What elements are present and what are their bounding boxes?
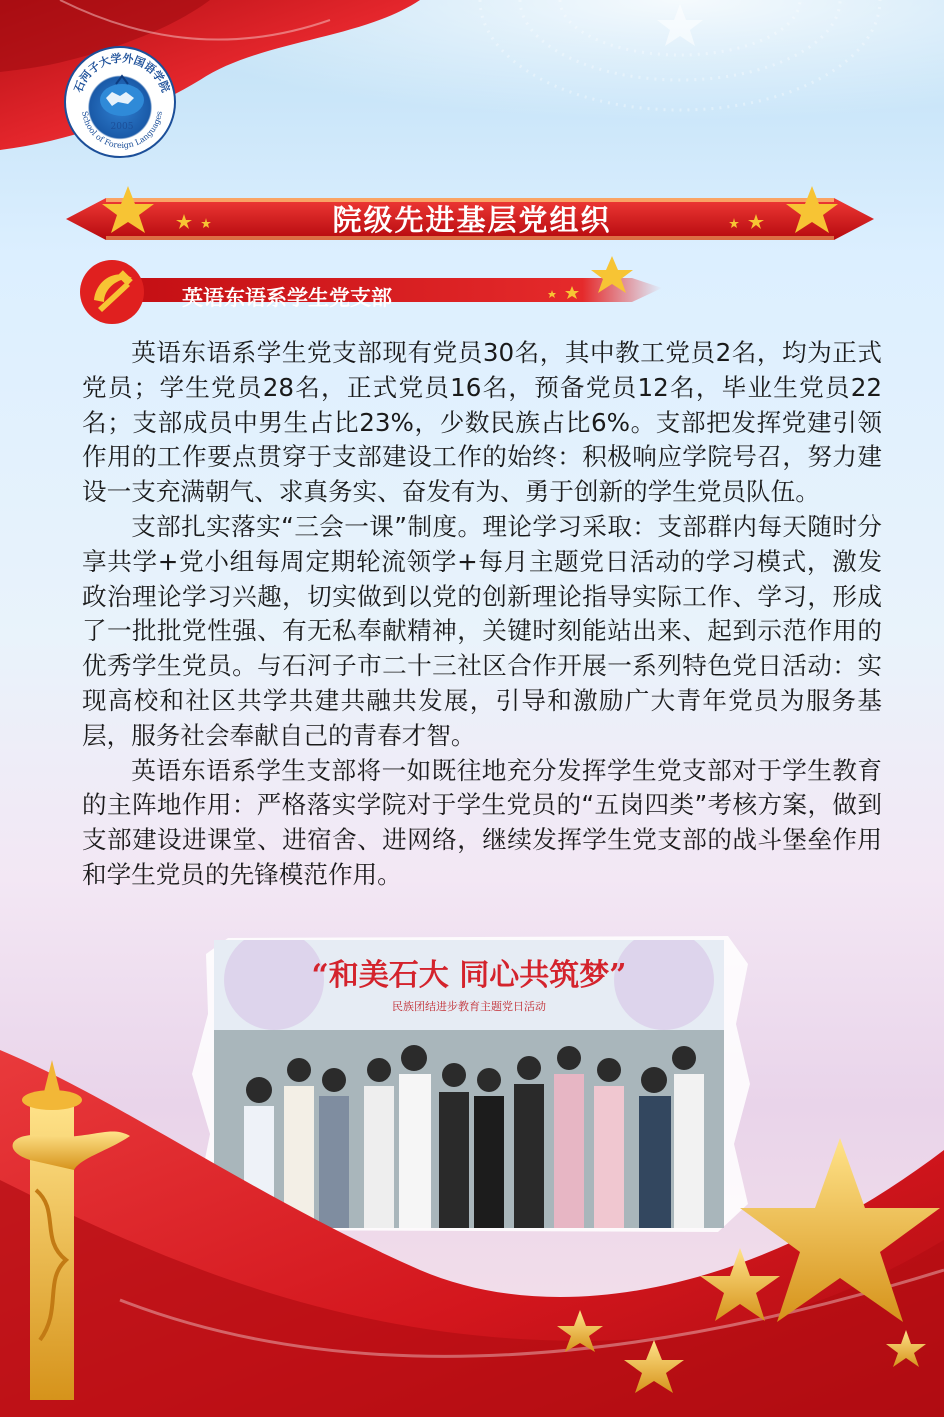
paragraph: 英语东语系学生支部将一如既往地充分发挥学生党支部对于学生教育的主阵地作用：严格落实学院对于学生党员的“五岗四类”考核方案，做到支部建设进课堂、进宿舍、进网络，继续发挥学生党支部的战斗堡垒作用和学生党员的先锋模范作用。 [82, 755, 882, 889]
red-flag-bottom-decoration [0, 1040, 944, 1417]
logo-globe-emblem [66, 48, 178, 160]
party-emblem-icon [80, 260, 144, 324]
logo-english-name: School of Foreign Languages [80, 110, 164, 151]
photo-banner-subtitle: 民族团结进步教育主题党日活动 [392, 1000, 546, 1013]
logo-chinese-name: 石河子大学外国语学院 [71, 51, 173, 95]
branch-name: 英语东语系学生党支部 [182, 286, 392, 310]
paragraph: 支部扎实落实“三会一课”制度。理论学习采取：支部群内每天随时分享共学+党小组每周定期轮流领学+每月主题党日活动的学习模式，激发政治理论学习兴趣，切实做到以党的创新理论指导实际工作、学习，形成了一批批党性强、有无私奉献精神，关键时刻能站出来、起到示范作用的优秀学生党员。与石河子市二十三社区合作开展一系列特色党日活动：实现高校和社区共学共建共融共发展，引导和激励广大青年党员为服务基层，服务社会奉献自己的青春才智。 [82, 511, 882, 750]
paragraph: 英语东语系学生党支部现有党员30名，其中教工党员2名，均为正式党员；学生党员28名，正式党员16名，预备党员12名，毕业生党员22名；支部成员中男生占比23%，少数民族占比6%。支部把发挥党建引领作用的工作要点贯穿于支部建设工作的始终：积极响应学院号召，努力建设一支充满朝气、求真务实、奋发有为、勇于创新的学生党员队伍。 [82, 338, 882, 507]
page-title: 院级先进基层党组织 [332, 203, 612, 237]
body-text [82, 336, 882, 893]
photo-banner-title: “和美石大 同心共筑梦” [311, 958, 627, 993]
logo-year: 2005 [110, 122, 134, 132]
school-logo [64, 46, 176, 158]
